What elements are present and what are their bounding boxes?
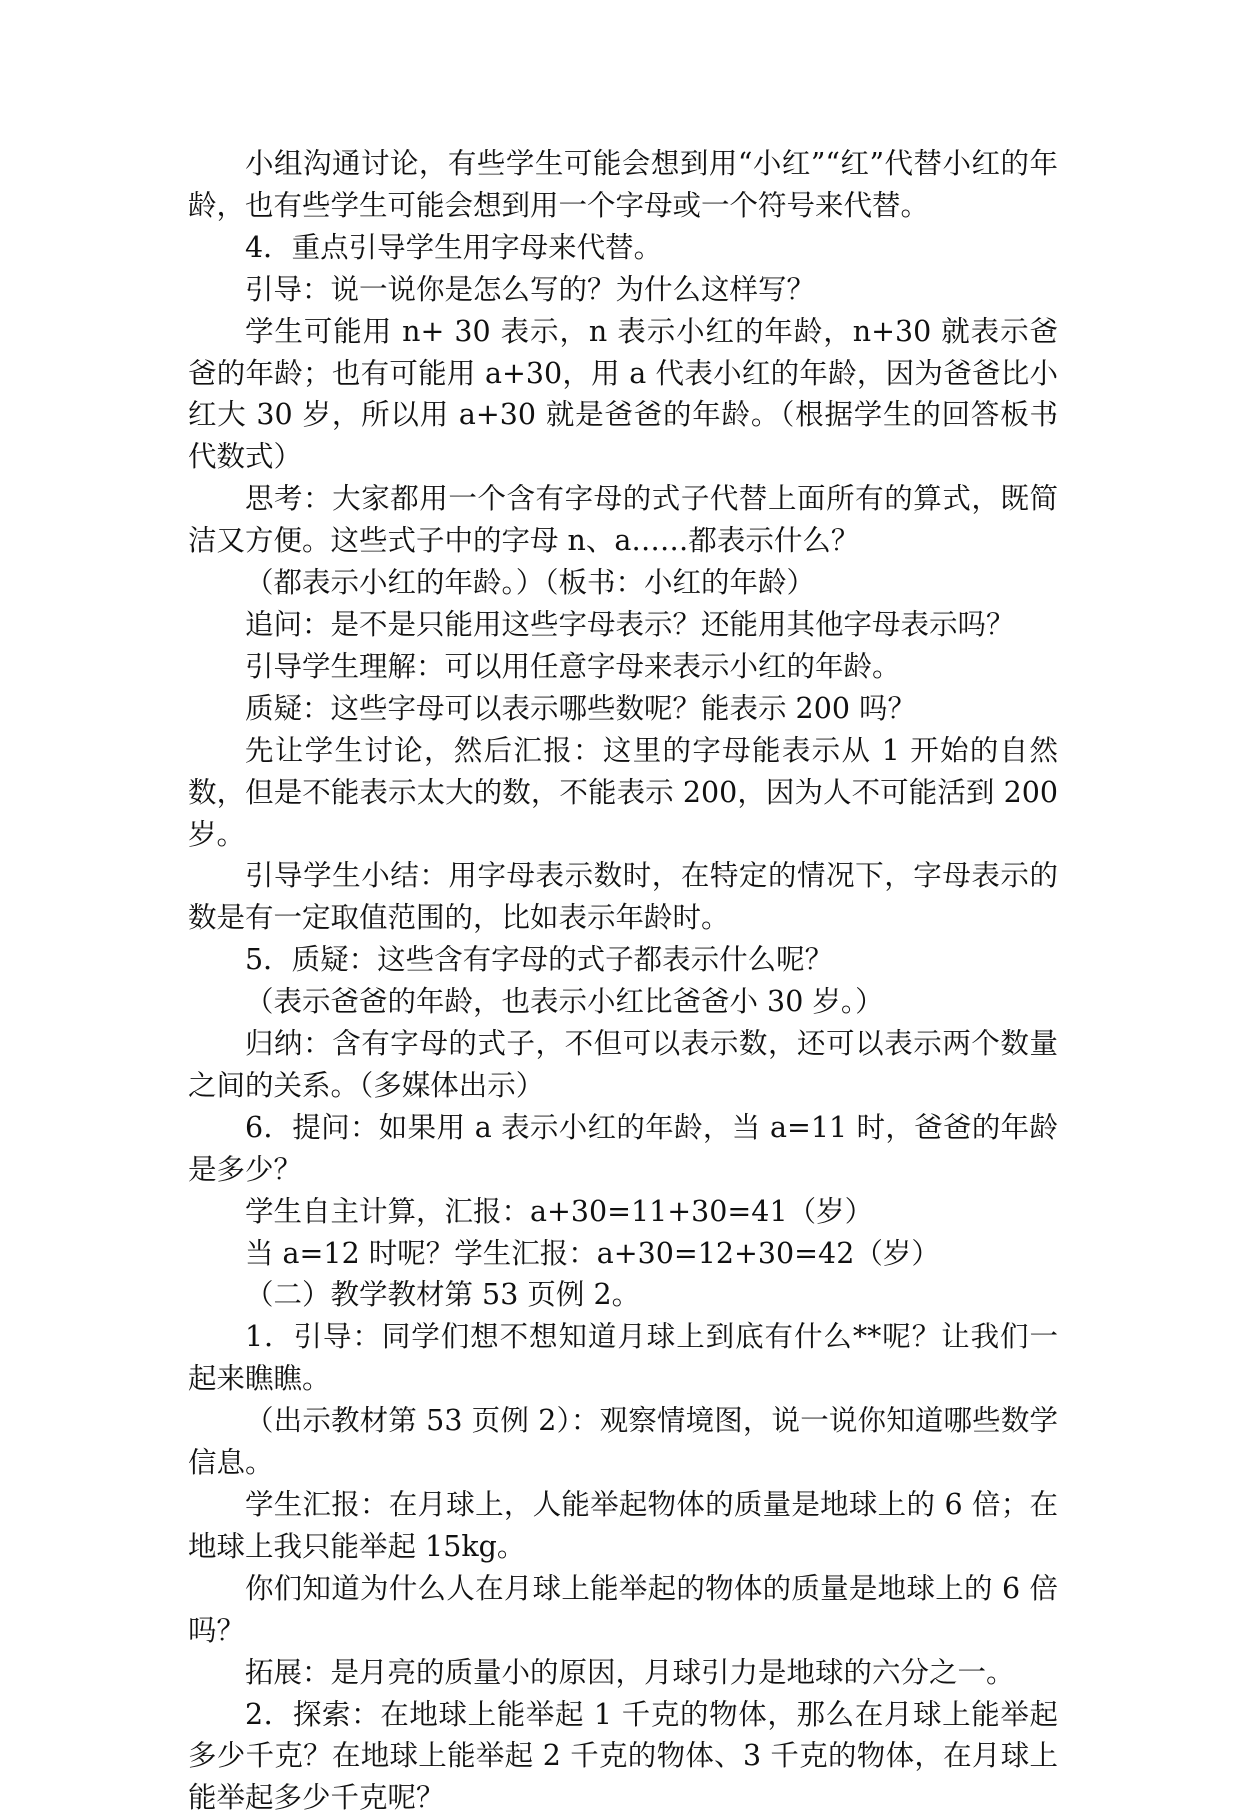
paragraph-calc-12: 当 a=12 时呢？学生汇报：a+30=12+30=42（岁）: [245, 1236, 940, 1270]
section-heading-example-2: （二）教学教材第 53 页例 2。: [245, 1278, 641, 1312]
paragraph-why-question: 你们知道为什么人在月球上能举起的物体的质量是地球上的 6 倍吗？: [188, 1571, 1058, 1647]
paragraph-group-discussion: 小组沟通讨论，有些学生可能会想到用“小红”“红”代替小红的年龄，也有些学生可能会想到用一个字母或一个符号来代替。: [188, 147, 1058, 222]
paragraph-step-5: 5．质疑：这些含有字母的式子都表示什么呢？: [245, 943, 834, 977]
paragraph-follow-up: 追问：是不是只能用这些字母表示？还能用其他字母表示吗？: [245, 607, 1015, 641]
paragraph-extension: 拓展：是月亮的质量小的原因，月球引力是地球的六分之一。: [245, 1655, 1015, 1689]
paragraph-discuss-report: 先让学生讨论，然后汇报：这里的字母能表示从 1 开始的自然数，但是不能表示太大的数，不能表示 200，因为人不可能活到 200 岁。: [188, 733, 1058, 851]
paragraph-step-4: 4．重点引导学生用字母来代替。: [245, 230, 663, 264]
paragraph-conclusion: 归纳：含有字母的式子，不但可以表示数，还可以表示两个数量之间的关系。（多媒体出示）: [188, 1027, 1058, 1102]
paragraph-show-material: （出示教材第 53 页例 2）：观察情境图，说一说你知道哪些数学信息。: [188, 1404, 1058, 1480]
paragraph-think: 思考：大家都用一个含有字母的式子代替上面所有的算式，既简洁又方便。这些式子中的字母 n、a……都表示什么？: [188, 482, 1058, 558]
paragraph-student-answer: 学生可能用 n+ 30 表示，n 表示小红的年龄，n+30 就表示爸爸的年龄；也有可能用 a+30，用 a 代表小红的年龄，因为爸爸比小红大 30 岁，所以用 a+30 就是爸爸的年龄。（根据学生的回答板书代数式）: [188, 314, 1058, 474]
paragraph-student-report: 学生汇报：在月球上，人能举起物体的质量是地球上的 6 倍；在地球上我只能举起 15kg。: [188, 1488, 1058, 1563]
paragraph-summary: 引导学生小结：用字母表示数时，在特定的情况下，字母表示的数是有一定取值范围的，比如表示年龄时。: [188, 859, 1058, 935]
paragraph-moon-intro: 1．引导：同学们想不想知道月球上到底有什么**呢？让我们一起来瞧瞧。: [188, 1320, 1058, 1396]
paragraph-board-note: （都表示小红的年龄。）（板书：小红的年龄）: [245, 566, 816, 600]
paragraph-explore: 2．探索：在地球上能举起 1 千克的物体，那么在月球上能举起多少千克？在地球上能举起 2 千克的物体、3 千克的物体，在月球上能举起多少千克呢？: [188, 1697, 1058, 1815]
paragraph-guide-question: 引导：说一说你是怎么写的？为什么这样写？: [245, 272, 816, 306]
paragraph-question-range: 质疑：这些字母可以表示哪些数呢？能表示 200 吗？: [245, 691, 917, 725]
paragraph-step-6: 6．提问：如果用 a 表示小红的年龄，当 a=11 时，爸爸的年龄是多少？: [188, 1110, 1058, 1186]
paragraph-understand: 引导学生理解：可以用任意字母来表示小红的年龄。: [245, 649, 901, 683]
paragraph-meaning: （表示爸爸的年龄，也表示小红比爸爸小 30 岁。）: [245, 985, 884, 1019]
document-body: [188, 143, 1058, 1819]
paragraph-calc-11: 学生自主计算，汇报：a+30=11+30=41（岁）: [245, 1194, 874, 1228]
